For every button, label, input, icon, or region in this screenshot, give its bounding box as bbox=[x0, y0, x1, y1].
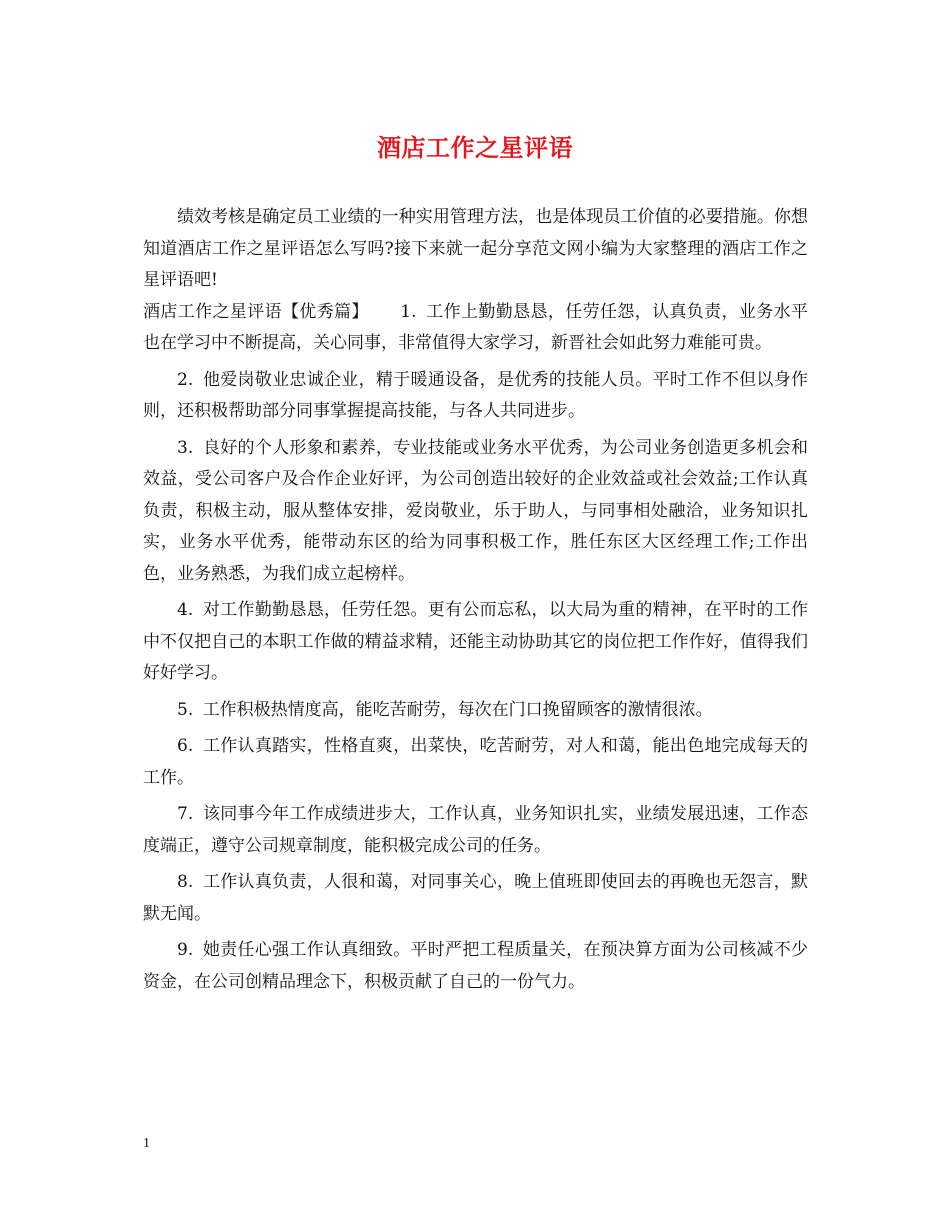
section-heading: 酒店工作之星评语【优秀篇】 bbox=[143, 301, 369, 322]
item-text: 工作认真负责，人很和蔼，对同事关心，晚上值班即使回去的再晚也无怨言，默默无闻。 bbox=[143, 872, 808, 924]
item-number: 8. bbox=[177, 872, 194, 892]
item-number: 9. bbox=[177, 940, 194, 960]
list-item bbox=[143, 595, 808, 690]
item-text: 工作上勤勤恳恳，任劳任怨，认真负责，业务水平也在学习中不断提高，关心同事，非常值得大家学习，新晋社会如此努力难能可贵。 bbox=[143, 301, 809, 353]
item-number: 4. bbox=[177, 600, 194, 620]
item-number: 6. bbox=[177, 736, 194, 756]
item-number: 2. bbox=[177, 369, 194, 390]
item-number: 5. bbox=[177, 699, 194, 720]
list-item bbox=[143, 799, 808, 862]
list-item bbox=[143, 731, 808, 794]
document-body bbox=[143, 202, 808, 998]
list-item bbox=[143, 935, 808, 998]
list-item bbox=[143, 695, 808, 727]
intro-paragraph: 绩效考核是确定员工业绩的一种实用管理方法，也是体现员工价值的必要措施。你想知道酒店工作之星评语怎么写吗?接下来就一起分享范文网小编为大家整理的酒店工作之星评语吧! bbox=[143, 207, 808, 290]
list-item bbox=[143, 433, 808, 591]
page-title: 酒店工作之星评语 bbox=[377, 133, 573, 162]
item-text: 对工作勤勤恳恳，任劳任怨。更有公而忘私，以大局为重的精神，在平时的工作中不仅把自己的本职工作做的精益求精，还能主动协助其它的岗位把工作作好，值得我们好好学习。 bbox=[143, 600, 808, 683]
page-number: 1 bbox=[143, 1136, 150, 1151]
item-number: 7. bbox=[177, 804, 194, 824]
list-item bbox=[143, 867, 808, 930]
item-text: 他爱岗敬业忠诚企业，精于暖通设备，是优秀的技能人员。平时工作不但以身作则，还积极帮助部分同事掌握提高技能，与各人共同进步。 bbox=[143, 369, 808, 421]
item-number: 1. bbox=[400, 301, 417, 322]
item-text: 良好的个人形象和素养，专业技能或业务水平优秀，为公司业务创造更多机会和效益，受公司客户及合作企业好评，为公司创造出较好的企业效益或社会效益;工作认真负责，积极主动，服从整体安排，爱岗敬业，乐于助人，与同事相处融洽，业务知识扎实，业务水平优秀，能带动东区的给为同事积极工作，胜任东区大区经理工作;工作出色，业务熟悉，为我们成立起榜样。 bbox=[143, 437, 808, 584]
item-text: 工作认真踏实，性格直爽，出菜快，吃苦耐劳，对人和蔼，能出色地完成每天的工作。 bbox=[143, 736, 808, 788]
item-number: 3. bbox=[177, 437, 194, 458]
item-text: 工作积极热情度高，能吃苦耐劳，每次在门口挽留顾客的激情很浓。 bbox=[202, 699, 713, 720]
first-item-paragraph bbox=[143, 297, 808, 360]
list-item bbox=[143, 365, 808, 428]
item-text: 她责任心强工作认真细致。平时严把工程质量关，在预决算方面为公司核减不少资金，在公司创精品理念下，积极贡献了自己的一份气力。 bbox=[143, 940, 808, 992]
item-text: 该同事今年工作成绩进步大，工作认真，业务知识扎实，业绩发展迅速，工作态度端正，遵守公司规章制度，能积极完成公司的任务。 bbox=[143, 804, 808, 856]
